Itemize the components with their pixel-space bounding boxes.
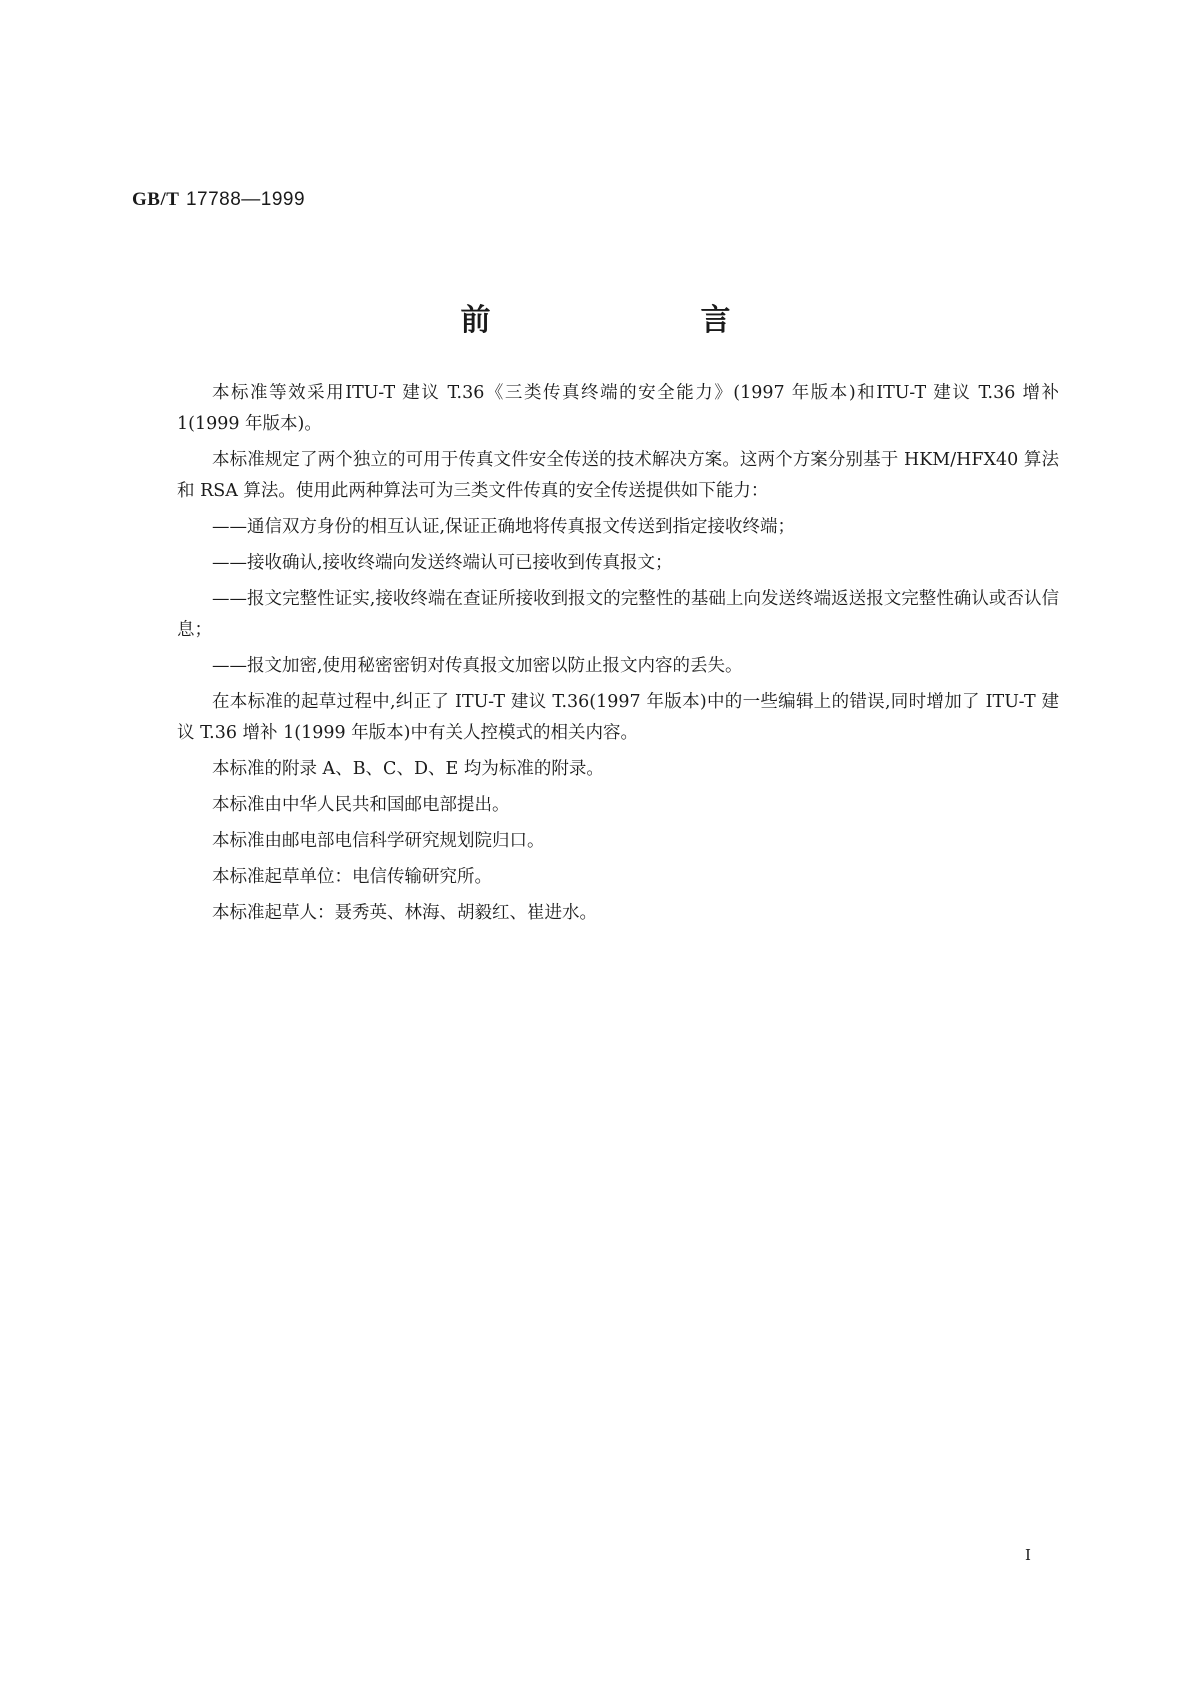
list-item: ——报文加密,使用秘密密钥对传真报文加密以防止报文内容的丢失。 (212, 656, 743, 676)
paragraph: 本标准由邮电部电信科学研究规划院归口。 (212, 831, 545, 851)
paragraph: 在本标准的起草过程中,纠正了 ITU-T 建议 T.36(1997 年版本)中的一些编辑上的错误,同时增加了 ITU-T 建议 T.36 增补 1(1999 年版本)中有关人控模式的相关内容。 (177, 692, 1059, 743)
paragraph: 本标准等效采用ITU-T 建议 T.36《三类传真终端的安全能力》(1997 年版本)和ITU-T 建议 T.36 增补 1(1999 年版本)。 (177, 383, 1059, 434)
paragraph: 本标准由中华人民共和国邮电部提出。 (212, 795, 510, 815)
standard-prefix: GB/T (132, 189, 180, 210)
preface-body (177, 378, 1059, 934)
list-item: ——通信双方身份的相互认证,保证正确地将传真报文传送到指定接收终端； (212, 517, 796, 537)
paragraph: 本标准起草人：聂秀英、林海、胡毅红、崔进水。 (212, 903, 597, 923)
paragraph: 本标准规定了两个独立的可用于传真文件安全传送的技术解决方案。这两个方案分别基于 HKM/HFX40 算法和 RSA 算法。使用此两种算法可为三类文件传真的安全传送提供如下能力： (177, 450, 1059, 501)
page-title: 前 言 (460, 303, 821, 338)
list-item: ——报文完整性证实,接收终端在查证所接收到报文的完整性的基础上向发送终端返送报文完整性确认或否认信息； (177, 589, 1059, 640)
page-number: I (1025, 1546, 1031, 1564)
list-item: ——接收确认,接收终端向发送终端认可已接收到传真报文； (212, 553, 673, 573)
paragraph: 本标准的附录 A、B、C、D、E 均为标准的附录。 (212, 759, 604, 779)
standard-code (132, 188, 305, 211)
standard-number: 17788—1999 (185, 189, 306, 210)
paragraph: 本标准起草单位：电信传输研究所。 (212, 867, 492, 887)
